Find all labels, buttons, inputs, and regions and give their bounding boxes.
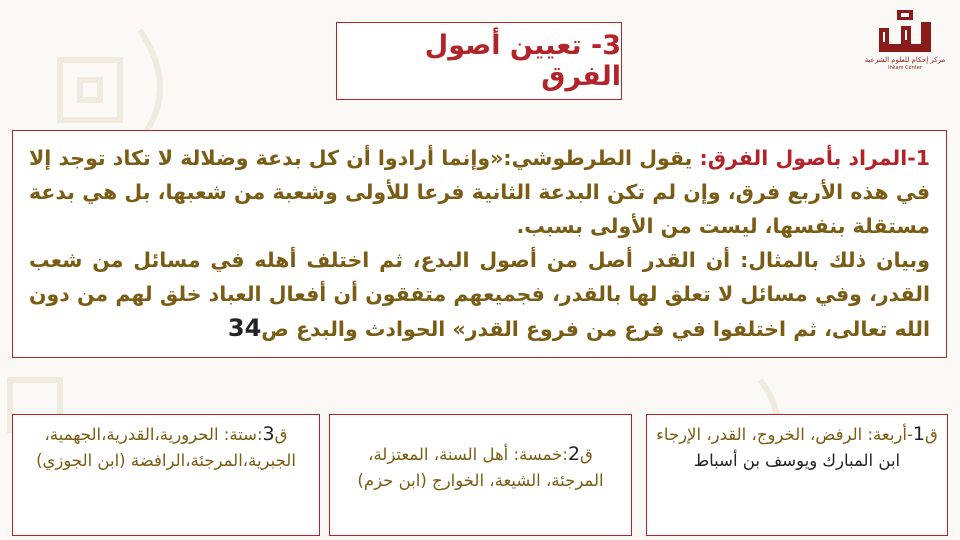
paragraph-1-label: 1-المراد بأصول الفرق: (699, 146, 931, 170)
box-lead: ق (925, 425, 938, 444)
logo (862, 8, 948, 82)
box-text: :ستة: الحرورية،القدرية،الجهمية، الجبرية،المرجئة،الرافضة (ابن الجوزي) (36, 425, 296, 470)
logo-tagline: Ihkam Center (888, 65, 922, 71)
main-content-box (12, 130, 947, 358)
sect-box-four-source: ابن المبارك ويوسف بن أسباط (693, 451, 901, 470)
box-number: 3 (262, 423, 275, 445)
sect-box-five (329, 414, 632, 536)
box-text: -أربعة: الرفض، الخروج، القدر، الإرجاء (656, 425, 913, 444)
sect-box-six-text (21, 421, 311, 474)
box-text: :خمسة: أهل السنة، المعتزلة، المرجئة، الشيعة، الخوارج (ابن حزم) (357, 445, 604, 490)
box-lead: ق (580, 445, 593, 464)
sect-box-four (646, 414, 948, 536)
page-reference: 34 (227, 314, 262, 342)
sect-box-six (12, 414, 320, 536)
box-number: 1 (912, 423, 926, 445)
paragraph-2-text: وبيان ذلك بالمثال: أن القدر أصل من أصول البدع، ثم اختلف أهله في مسائل من شعب القدر، وفي مسائل لا تعلق لها بالقدر، فجميعهم متفقون أن أفعال العباد خلق لهم من دون الله تعالى، ثم اختلفوا في فرع من فروع القدر» الحوادث والبدع ص (29, 248, 930, 341)
title-box (336, 22, 622, 100)
box-lead: ق (274, 425, 288, 444)
logo-emblem-icon (875, 8, 935, 56)
paragraph-1 (29, 141, 930, 243)
sect-box-five-text (338, 441, 623, 494)
paragraph-2 (29, 243, 930, 346)
sect-box-four-text (655, 421, 939, 448)
logo-subtitle: مركز إحكام للعلوم الشرعية (864, 56, 946, 64)
paragraph-1-text: يقول الطرطوشي:«وإنما أرادوا أن كل بدعة وضلالة لا تكاد توجد إلا في هذه الأربع فرق، وإن لم تكن البدعة الثانية فرعا للأولى وشعبة من شعبها، بل هي بدعة مستقلة بنفسها، ليست من الأولى بسبب. (29, 146, 930, 238)
page-title: 3- تعيين أصول الفرق (424, 30, 621, 92)
box-number: 2 (567, 443, 581, 465)
